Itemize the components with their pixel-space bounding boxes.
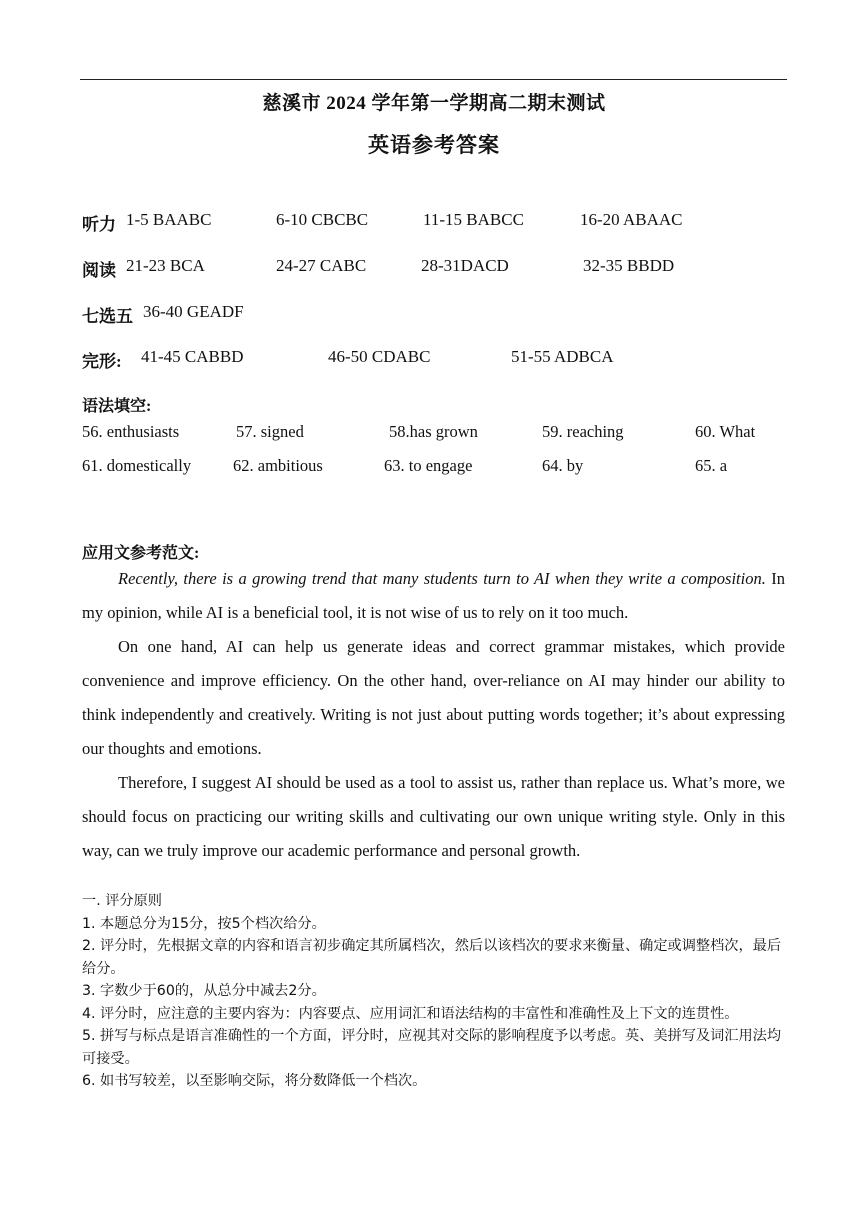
cloze-answers-3: 51-55 ADBCA [511, 347, 614, 366]
essay-paragraph-3: Therefore, I suggest AI should be used as a tool to assist us, rather than replace us. What’s more, we should focus on practicing our writing skills and cultivating our own unique writing style. Only in this way, can we truly improve our academic performance and personal growth. [82, 773, 785, 860]
reading-answers-2: 24-27 CABC [276, 256, 367, 275]
scoring-item: 6. 如书写较差，以至影响交际，将分数降低一个档次。 [82, 1073, 427, 1089]
sample-essay [82, 562, 785, 868]
listening-answers-1: 1-5 BAABC [126, 210, 212, 229]
cloze-label: 完形: [82, 352, 122, 371]
grammar-answer: 65. a [695, 456, 728, 475]
listening-answers-3: 11-15 BABCC [423, 210, 524, 229]
reading-label: 阅读 [82, 261, 116, 280]
seven-choice-label: 七选五 [82, 307, 133, 326]
grammar-answer: 59. reaching [542, 422, 624, 441]
cloze-answers-1: 41-45 CABBD [141, 347, 244, 366]
reading-answers-4: 32-35 BBDD [583, 256, 675, 275]
grammar-answer: 64. by [542, 456, 584, 475]
essay-heading: 应用文参考范文: [82, 545, 200, 562]
essay-opening-sentence: Recently, there is a growing trend that many students turn to AI when they write a composition. [118, 569, 766, 588]
listening-label: 听力 [82, 215, 116, 234]
essay-opinion-sentence: In my opinion, while AI is a beneficial tool, it is not wise of us to rely on it too much. [82, 569, 785, 622]
scoring-item: 2. 评分时，先根据文章的内容和语言初步确定其所属档次，然后以该档次的要求来衡量、确定或调整档次，最后给分。 [82, 938, 782, 977]
reading-answers-1: 21-23 BCA [126, 256, 205, 275]
page-subtitle: 英语参考答案 [368, 133, 500, 157]
essay-paragraph-1 [82, 562, 785, 630]
scoring-rules [82, 890, 787, 1093]
top-rule [80, 79, 787, 80]
grammar-answer: 60. What [695, 422, 756, 441]
reading-answers-3: 28-31DACD [421, 256, 509, 275]
grammar-answer: 61. domestically [82, 456, 192, 475]
scoring-item: 5. 拼写与标点是语言准确性的一个方面，评分时，应视其对交际的影响程度予以考虑。英、美拼写及词汇用法均可接受。 [82, 1028, 782, 1067]
grammar-answer: 58.has grown [389, 422, 478, 441]
listening-answers-2: 6-10 CBCBC [276, 210, 369, 229]
grammar-answer: 57. signed [236, 422, 304, 441]
page-title: 慈溪市 2024 学年第一学期高二期末测试 [262, 93, 606, 114]
grammar-label: 语法填空: [82, 398, 152, 415]
scoring-item: 3. 字数少于60的，从总分中减去2分。 [82, 983, 326, 999]
grammar-answer: 56. enthusiasts [82, 422, 180, 441]
scoring-item: 4. 评分时，应注意的主要内容为：内容要点、应用词汇和语法结构的丰富性和准确性及上下文的连贯性。 [82, 1005, 739, 1022]
scoring-heading: 一. 评分原则 [82, 893, 162, 909]
seven-choice-answers: 36-40 GEADF [143, 302, 244, 321]
essay-paragraph-2: On one hand, AI can help us generate ideas and correct grammar mistakes, which provide convenience and improve efficiency. On the other hand, over-reliance on AI may hinder our ability to think independently and creatively. Writing is not just about putting words together; it’s about expressing our thoughts and emotions. [82, 637, 785, 758]
listening-answers-4: 16-20 ABAAC [580, 210, 683, 229]
grammar-answer: 62. ambitious [233, 456, 323, 475]
scoring-item: 1. 本题总分为15分，按5个档次给分。 [82, 915, 326, 932]
cloze-answers-2: 46-50 CDABC [328, 347, 431, 366]
grammar-answer: 63. to engage [384, 456, 473, 475]
